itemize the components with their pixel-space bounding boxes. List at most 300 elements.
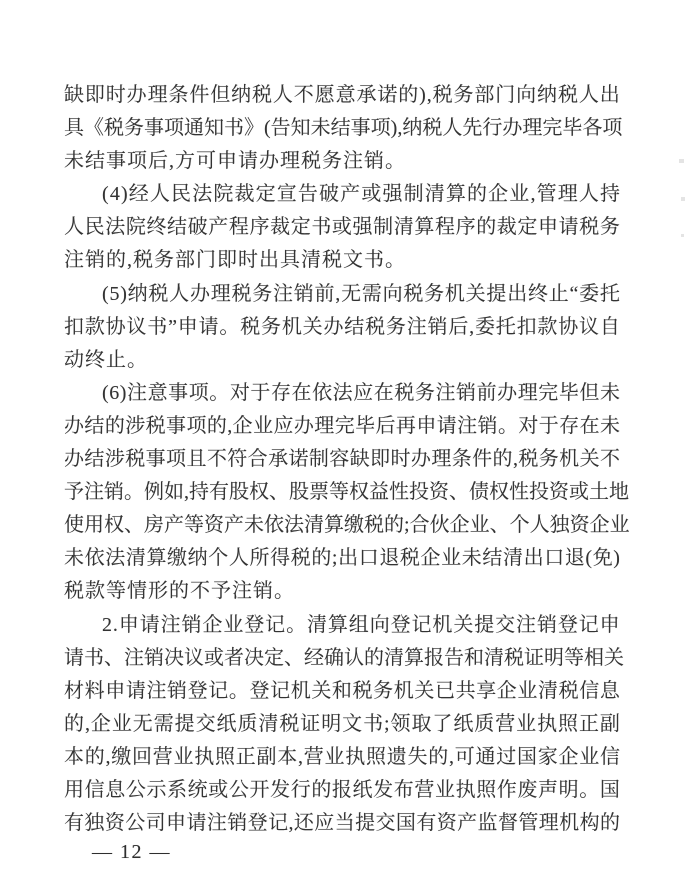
text-char: 督 [497,812,518,835]
text-char: 回 [132,745,152,768]
text-char: 申 [538,216,559,239]
text-char: 。 [124,481,144,504]
text-char: 委 [579,282,600,305]
text-char: 的 [84,745,105,768]
text-line [64,609,620,642]
text-char: 申 [166,812,187,835]
text-char: 完 [542,117,563,140]
text-char: 申 [118,613,139,636]
text-char: 在 [291,381,312,404]
text-char: 在 [579,414,600,437]
text-line: 注销的,税务部门即时出具清税文书。 [64,249,406,272]
text-char: 裁 [496,216,517,239]
text-char: 免 [592,547,613,570]
text-char: 务 [538,448,559,471]
text-char: 项 [186,414,207,437]
text-char: 个 [509,514,530,537]
text-char: 后 [448,315,469,338]
text-char: 务 [373,679,394,702]
text-char: 得 [270,547,291,570]
text-char: 企 [232,414,253,437]
text-char: 质 [474,712,495,735]
text-char: 等 [564,646,584,669]
text-char: 制 [403,183,424,206]
text-char: 理 [517,381,538,404]
text-char: 企 [558,745,579,768]
text-char: 破 [187,216,208,239]
text-char: 注 [435,381,456,404]
text-char: 材 [64,679,84,702]
text-char: 登 [390,613,411,636]
text-char: 事 [166,414,187,437]
text-char: 办 [410,448,431,471]
text-char: 纸 [216,712,237,735]
text-char: 书 [311,216,332,239]
text-char: 副 [256,745,277,768]
text-line [64,675,620,708]
text-char: 税 [394,381,415,404]
text-char: 事 [350,117,371,140]
text-char: 文 [342,712,363,735]
text-char: 报 [331,778,352,801]
text-char: 向 [369,613,390,636]
text-char: 人 [272,84,293,106]
text-char: 时 [390,448,411,471]
text-char: 过 [496,745,517,768]
text-char: 前 [314,282,335,305]
text-char: 办 [64,448,84,471]
text-char: , [335,282,341,305]
text-char: 税 [145,414,166,437]
text-char: , [288,812,294,835]
text-char: 应 [314,812,335,835]
text-char: 产 [164,514,184,537]
text-char: 书 [363,712,384,735]
text-char: 销 [181,613,202,636]
text-char: 结 [84,448,105,471]
text-char: 股 [229,481,249,504]
text-char: 行 [482,117,503,140]
text-char: 税 [125,448,146,471]
text-char: 企 [449,514,470,537]
text-char: 告 [297,183,318,206]
text-char: 各 [582,117,603,140]
text-char: , [449,745,454,768]
text-char: 或 [361,183,382,206]
text-char: 关 [579,448,600,471]
text-char: 件 [472,448,493,471]
text-char: 息 [105,778,126,801]
text-char: 纳 [127,282,148,305]
text-char: 税 [290,547,311,570]
text-char: 自 [599,315,620,338]
text-char: 办 [293,414,314,437]
text-char: 地 [609,481,629,504]
text-char: 照 [366,745,386,768]
text-char: 事 [144,117,164,140]
text-char: 的 [311,547,332,570]
text-char: 家 [537,745,558,768]
text-char: 股 [289,481,309,504]
text-line [64,311,620,344]
text-char: 产 [208,216,229,239]
text-char: 书 [147,315,168,338]
text-char: 6 [109,381,120,404]
text-char: 托 [599,282,620,305]
text-char: 民 [171,183,192,206]
text-char: 执 [194,745,215,768]
text-char: 2 [102,613,112,636]
text-char: 或 [331,216,352,239]
text-char: 务 [124,117,144,140]
text-char: ; [384,712,390,735]
text-char: 企 [202,613,223,636]
text-char: ” [168,315,177,338]
text-char: 纸 [352,778,373,801]
text-char: 法 [332,381,353,404]
text-char: 算 [404,646,424,669]
text-char: 登 [557,613,578,636]
text-char: 理 [314,414,335,437]
text-char: 废 [517,778,538,801]
text-char: 和 [464,646,484,669]
text-char: 的 [599,812,620,835]
text-char: 口 [358,547,379,570]
text-char: 人 [442,117,463,140]
text-char: 注 [146,679,167,702]
text-char: 人 [228,547,249,570]
text-char: 执 [345,745,366,768]
text-char: 办 [497,381,518,404]
text-char: 记 [208,679,229,702]
text-char: 税 [252,84,273,106]
text-char: 。 [219,315,240,338]
text-char: 涉 [104,448,125,471]
text-char: 发 [270,778,291,801]
text-char: 注 [127,381,148,404]
text-char: 发 [373,778,394,801]
text-char: 议 [126,315,147,338]
text-char: 资 [569,514,590,537]
text-char: 关 [453,613,474,636]
text-char: , [530,183,536,206]
text-char: 公 [125,812,146,835]
text-char: 裁 [270,216,291,239]
text-char: ) [120,282,127,305]
text-char: 产 [340,183,361,206]
text-char: 清 [304,514,324,537]
text-char: 独 [549,514,570,537]
text-char: 合 [247,448,268,471]
text-char: 依 [264,514,284,537]
text-char: 愿 [314,84,335,106]
text-char: 统 [187,778,208,801]
text-char: 依 [312,381,333,404]
text-char: 务 [453,84,474,106]
text-char: 注 [160,613,181,636]
text-char: 业 [111,712,132,735]
text-char: ( [102,183,109,206]
text-char: 时 [105,84,126,106]
text-char: 的 [476,216,497,239]
text-char: 营 [414,778,435,801]
text-char: 权 [349,481,369,504]
text-char: 业 [517,679,538,702]
text-char: 未 [599,414,620,437]
text-char: 退 [379,547,400,570]
text-char: 销 [427,315,448,338]
text-char: 交 [375,812,396,835]
text-char: 定 [255,183,276,206]
text-char: 的 [206,414,227,437]
text-char: 毕 [562,117,583,140]
text-char: 决 [164,646,184,669]
text-char: 纳 [231,84,252,106]
text-char: 请 [64,646,84,669]
text-char: 业 [253,414,274,437]
text-char: 注 [406,315,427,338]
text-char: 税 [504,646,524,669]
text-char: 本 [277,745,298,768]
text-char: 件 [189,84,210,106]
text-char: 缺 [349,448,370,471]
text-char: 理 [147,84,168,106]
text-char: 业 [516,712,537,735]
text-char: 办 [126,84,147,106]
text-char: 。 [497,414,518,437]
text-char: 申 [599,613,620,636]
text-char: 务 [261,315,282,338]
text-char: 等 [184,514,204,537]
text-char: 人 [578,183,599,206]
text-line [64,476,629,509]
text-char: 持 [600,183,620,206]
text-char: 清 [424,183,445,206]
text-char: 记 [265,613,286,636]
text-char: . [112,613,118,636]
text-char: ; [331,547,338,570]
page-number: — 12 — [92,841,171,863]
text-char: 有 [416,812,437,835]
text-char: ) [119,381,127,404]
text-char: 办 [323,315,344,338]
text-char: 关 [465,282,486,305]
text-char: 承 [356,84,377,106]
text-char: , [184,481,189,504]
text-char: 税 [104,117,124,140]
text-char: 于 [250,381,271,404]
text-char: 人 [578,84,599,106]
text-char: 提 [174,712,195,735]
text-char: 关 [604,646,624,669]
text-char: 清 [384,646,404,669]
text-char: 执 [537,712,558,735]
text-char: 税 [432,84,453,106]
text-char: 门 [495,84,516,106]
text-char: 务 [424,282,445,305]
text-char: 权 [104,514,124,537]
text-char: 照 [476,778,497,801]
text-char: 。 [209,381,230,404]
text-char: 诺 [288,448,309,471]
text-char: 款 [84,315,105,338]
text-char: 请 [125,679,146,702]
text-char: 如 [164,481,184,504]
text-char: 登 [187,679,208,702]
text-line [64,741,620,774]
text-char: 信 [600,745,620,768]
text-char: 税 [579,216,600,239]
text-char: 理 [538,812,559,835]
text-char: 务 [385,315,406,338]
text-char: 明 [544,646,564,669]
text-char: 企 [589,514,610,537]
text-char: 享 [476,679,497,702]
text-char: 已 [434,679,455,702]
text-char: 正 [235,745,256,768]
text-char: 。 [579,778,600,801]
text-char: 销 [536,613,557,636]
text-char: 缴 [167,547,188,570]
text-line [64,211,620,244]
text-char: 提 [355,812,376,835]
text-char: 税 [399,547,420,570]
text-char: 制 [373,216,394,239]
text-char: 决 [244,646,264,669]
text-char: 有 [64,812,84,835]
text-char: 机 [393,679,414,702]
text-char: ) [390,117,398,140]
text-char: 事 [145,448,166,471]
text-char: 机 [432,613,453,636]
text-char: 明 [321,712,342,735]
text-char: 5 [109,282,120,305]
text-char: 算 [146,547,167,570]
text-char: 、 [489,514,510,537]
text-char: , [512,448,518,471]
text-char: 信 [84,778,105,801]
text-char: 项 [166,448,187,471]
text-char: 照 [215,745,235,768]
text-char: 办 [64,414,84,437]
text-char: 理 [431,448,452,471]
text-char: 人 [169,282,190,305]
text-char: 性 [389,481,409,504]
text-char: 通 [475,745,496,768]
text-char: 裁 [234,183,255,206]
text-char: 资 [204,514,224,537]
text-char: 业 [434,778,455,801]
text-char: 终 [527,282,548,305]
text-char: 人 [149,183,170,206]
text-line: 未结事项后,方可申请办理税务注销。 [64,150,406,173]
text-char: 无 [132,712,153,735]
scan-artifact [681,234,684,237]
text-char: 纸 [453,712,474,735]
text-char: 作 [496,778,517,801]
text-char: 清 [306,613,327,636]
text-char: 不 [206,448,227,471]
text-char: 认 [344,646,364,669]
text-char: 清 [125,547,146,570]
text-char: 税 [403,282,424,305]
text-char: 人 [64,216,84,239]
text-char: 、 [269,481,289,504]
text-char: 款 [537,315,558,338]
text-char: 企 [420,547,441,570]
text-char: 未 [599,381,620,404]
text-char: 法 [192,183,213,206]
text-char: 注 [516,613,537,636]
text-char: 记 [268,812,289,835]
text-char: 公 [228,778,249,801]
text-char: 税 [365,315,386,338]
text-char: 企 [488,183,509,206]
text-char: 交 [495,613,516,636]
text-char: 记 [411,613,432,636]
text-char: 事 [168,381,189,404]
text-char: 记 [578,613,599,636]
text-char: 益 [369,481,389,504]
scan-artifact [679,159,684,163]
text-char: 税 [558,679,579,702]
text-char: 未 [310,117,331,140]
text-char: 请 [139,613,160,636]
text-char: 涉 [125,414,146,437]
text-char: 证 [524,646,544,669]
text-char: 机 [559,448,580,471]
text-char: 即 [84,84,105,106]
text-line [64,278,620,311]
text-char: 且 [186,448,207,471]
text-char: 退 [564,547,585,570]
text-char: 机 [559,812,580,835]
text-char: 纳 [402,117,423,140]
text-char: 《 [84,117,104,140]
text-line: 动终止。 [64,348,148,371]
text-char: 业 [579,745,600,768]
text-char: 取 [411,712,432,735]
text-char: 有 [209,481,229,504]
text-char: 纳 [537,84,558,106]
text-char: 的 [364,646,384,669]
text-char: 证 [300,712,321,735]
text-char: 税 [352,679,373,702]
text-char: 民 [84,216,105,239]
text-char: 委 [474,315,495,338]
text-char: 算 [445,183,466,206]
text-char: 书 [224,117,244,140]
text-char: 执 [455,778,476,801]
text-char: 缺 [64,84,84,106]
text-char: 领 [390,712,411,735]
text-char: 国 [517,745,537,768]
text-char: 项 [188,381,209,404]
text-char: 企 [90,712,111,735]
text-char: 条 [168,84,189,106]
text-char: 请 [198,315,219,338]
text-char: 于 [538,414,559,437]
text-char: 再 [395,414,416,437]
text-char: 法 [105,216,126,239]
text-char: 公 [125,778,146,801]
text-char: 营 [303,745,324,768]
text-char: 出 [507,282,528,305]
text-char: 注 [124,646,144,669]
text-char: 还 [293,812,314,835]
text-char: 具 [64,117,84,140]
text-char: 条 [451,448,472,471]
